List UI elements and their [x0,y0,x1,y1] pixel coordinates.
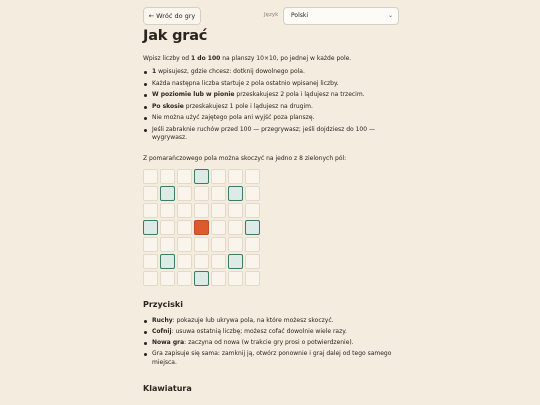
board-cell [211,169,226,184]
top-bar [143,7,399,25]
board-cell [177,271,192,286]
buttons-heading: Przyciski [143,300,183,309]
board-cell [143,169,158,184]
board-cell [177,186,192,201]
board-cell [143,237,158,252]
rule-item: Po skosie przeskakujesz 1 pole i lądujesz na drugim. [143,103,399,112]
board-cell [160,169,175,184]
board-cell [194,237,209,252]
rules-list [143,68,399,146]
board-cell-target [160,186,175,201]
example-board [143,169,263,289]
board-cell [228,169,243,184]
board-cell [245,186,260,201]
button-help-item: Cofnij: usuwa ostatnią liczbę; możesz cofać dowolnie wiele razy. [143,328,399,337]
board-cell [160,237,175,252]
language-select[interactable] [283,7,399,25]
keyboard-heading: Klawiatura [143,384,192,393]
board-cell [211,203,226,218]
board-cell-target [160,254,175,269]
board-cell [245,254,260,269]
page-title: Jak grać [143,28,208,44]
board-cell [143,203,158,218]
board-cell [194,186,209,201]
board-cell [160,271,175,286]
board-cell-target [194,271,209,286]
board-cell [177,237,192,252]
intro-text: Wpisz liczby od 1 do 100 na planszy 10×10, po jednej w każde pole. [143,55,352,62]
board-cell [143,271,158,286]
language-label: Język [264,12,279,18]
board-cell [245,271,260,286]
board-cell [194,254,209,269]
board-cell [143,254,158,269]
buttons-list [143,317,399,370]
board-cell [245,203,260,218]
board-cell [228,237,243,252]
rule-item: Nie można użyć zajętego pola ani wyjść poza planszę. [143,114,399,123]
board-cell [177,203,192,218]
board-cell-target [143,220,158,235]
board-cell-target [194,169,209,184]
board-cell [245,237,260,252]
board-cell [177,220,192,235]
button-help-item: Ruchy: pokazuje lub ukrywa pola, na które możesz skoczyć. [143,317,399,326]
rule-item: W poziomie lub w pionie przeskakujesz 2 pola i lądujesz na trzecim. [143,91,399,100]
board-cell [143,186,158,201]
board-cell-origin [194,220,209,235]
board-cell [211,254,226,269]
rule-item: 1 wpisujesz, gdzie chcesz: dotknij dowolnego pola. [143,68,399,77]
chevron-down-icon: ⌄ [387,12,393,19]
arrow-left-icon: ← [148,12,155,20]
board-cell [228,271,243,286]
board-cell [160,203,175,218]
board-cell [177,254,192,269]
rule-item: Jeśli zabraknie ruchów przed 100 — przegrywasz; jeśli dojdziesz do 100 — wygrywasz. [143,126,399,143]
button-help-item: Nowa gra: zaczyna od nowa (w trakcie gry prosi o potwierdzenie). [143,339,399,348]
board-cell [160,220,175,235]
board-cell [211,186,226,201]
board-cell [194,203,209,218]
board-cell-target [228,254,243,269]
board-cell-target [245,220,260,235]
rule-item: Każda następna liczba startuje z pola ostatnio wpisanej liczby. [143,80,399,89]
board-cell [211,271,226,286]
jump-note: Z pomarańczowego pola można skoczyć na jedno z 8 zielonych pól: [143,155,347,162]
board-cell [211,237,226,252]
board-cell [228,203,243,218]
board-cell [228,220,243,235]
back-button-label: Wróć do gry [156,12,196,20]
back-to-game-button[interactable] [143,7,201,25]
board-cell-target [228,186,243,201]
button-help-item: Gra zapisuje się sama: zamknij ją, otwórz ponownie i graj dalej od tego samego miejsca. [143,350,399,367]
board-cell [211,220,226,235]
board-cell [245,169,260,184]
board-cell [177,169,192,184]
language-select-value: Polski [291,12,309,19]
